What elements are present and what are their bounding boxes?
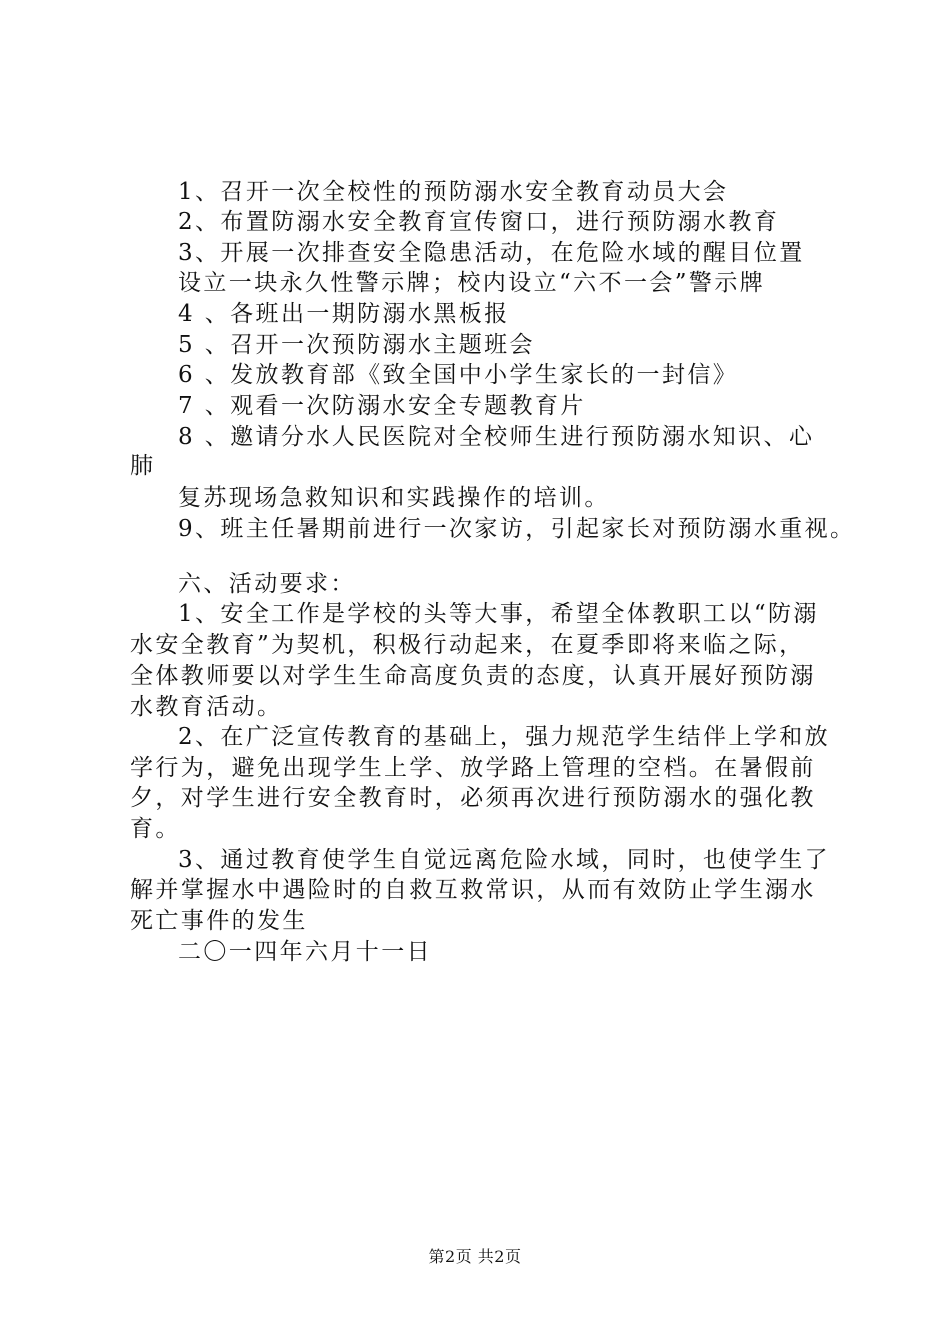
paragraph-line: 水教育活动。 [130, 694, 283, 720]
activity-line: 设立一块永久性警示牌；校内设立“六不一会”警示牌 [178, 270, 766, 296]
activity-line: 4 、各班出一期防溺水黑板报 [178, 301, 510, 327]
paragraph-line: 2、在广泛宣传教育的基础上，强力规范学生结伴上学和放 [178, 724, 831, 750]
paragraph-line: 水安全教育”为契机，积极行动起来，在夏季即将来临之际， [130, 632, 805, 658]
activity-line: 7 、观看一次防溺水安全专题教育片 [178, 393, 586, 419]
activity-line: 1、召开一次全校性的预防溺水安全教育动员大会 [178, 179, 729, 205]
paragraph-line: 学行为，避免出现学生上学、放学路上管理的空档。在暑假前 [130, 755, 816, 781]
paragraph-line: 夕，对学生进行安全教育时，必须再次进行预防溺水的强化教 [130, 785, 816, 811]
activity-line: 复苏现场急救知识和实践操作的培训。 [178, 485, 610, 511]
activity-line: 肺 [130, 453, 156, 479]
activity-line: 3、开展一次排查安全隐患活动，在危险水域的醒目位置 [178, 240, 805, 266]
section-heading: 六、活动要求： [178, 571, 356, 597]
paragraph-line: 死亡事件的发生 [130, 908, 308, 934]
paragraph-line: 3、通过教育使学生自觉远离危险水域，同时，也使学生了 [178, 847, 831, 873]
paragraph-line: 解并掌握水中遇险时的自救互救常识，从而有效防止学生溺水 [130, 877, 816, 903]
activity-line: 9、班主任暑期前进行一次家访，引起家长对预防溺水重视。 [178, 516, 856, 542]
activity-line: 8 、邀请分水人民医院对全校师生进行预防溺水知识、心 [178, 424, 815, 450]
page-number-footer: 第2页 共2页 [428, 1247, 522, 1266]
paragraph-line: 1、安全工作是学校的头等大事，希望全体教职工以“防溺 [178, 601, 819, 627]
document-date: 二〇一四年六月十一日 [178, 939, 432, 965]
activity-line: 5 、召开一次预防溺水主题班会 [178, 332, 535, 358]
activity-line: 2、布置防溺水安全教育宣传窗口，进行预防溺水教育 [178, 209, 780, 235]
paragraph-line: 育。 [130, 816, 181, 842]
activity-line: 6 、发放教育部《致全国中小学生家长的一封信》 [178, 362, 739, 388]
paragraph-line: 全体教师要以对学生生命高度负责的态度，认真开展好预防溺 [130, 663, 816, 689]
